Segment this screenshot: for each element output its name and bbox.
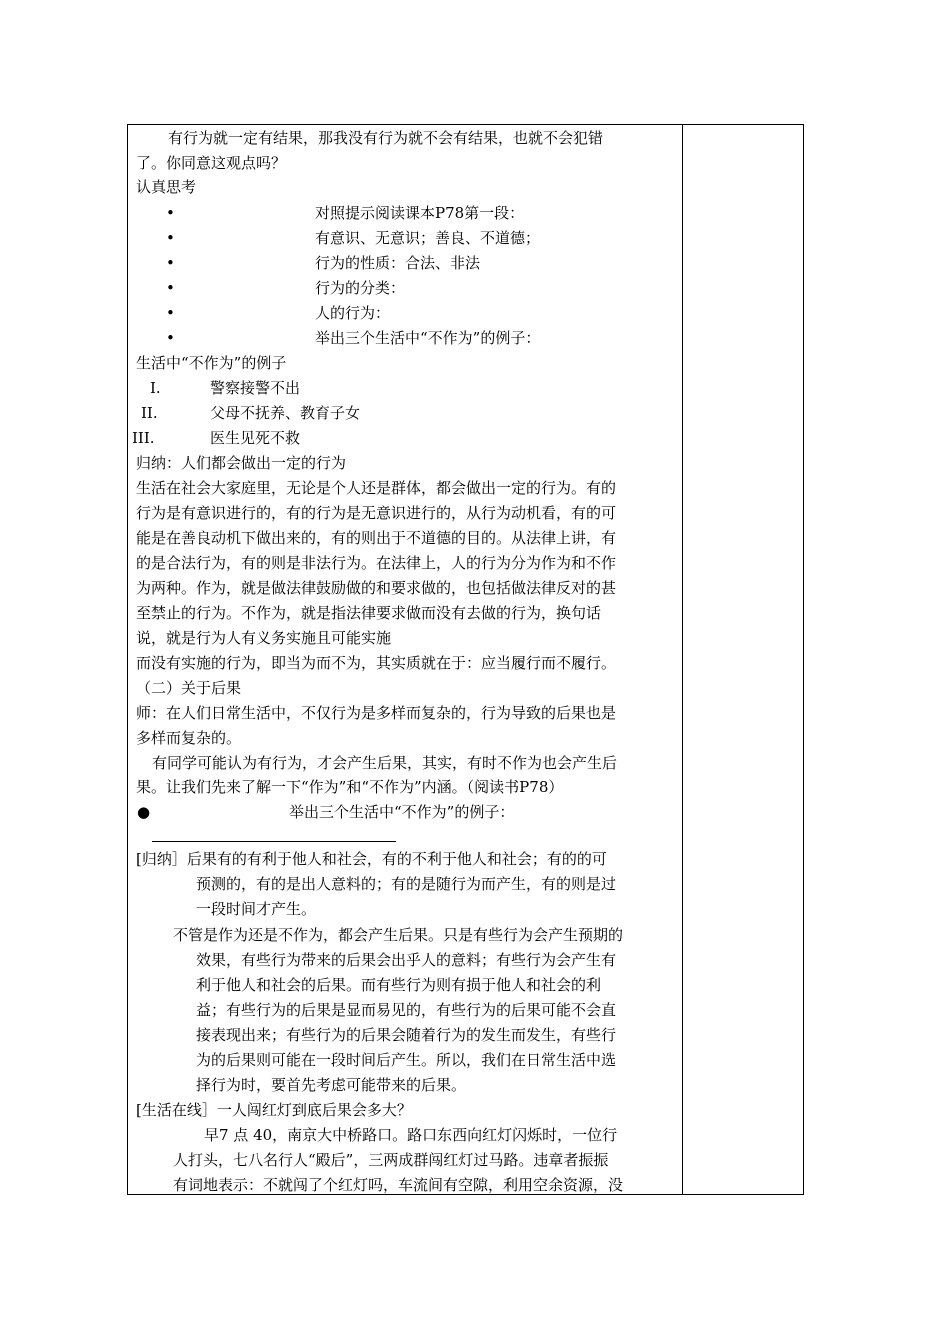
text-line: 多样而复杂的。	[136, 729, 242, 747]
text-line: 效果，有些行为带来的后果会出乎人的意料；有些行为会产生有	[196, 951, 617, 969]
text-line: 行为的性质：合法、非法	[315, 254, 481, 272]
text-line: 有同学可能认为有行为，才会产生后果，其实，有时不作为也会产生后	[152, 754, 618, 772]
text-line: 至禁止的行为。不作为，就是指法律要求做而没有去做的行为，换句话	[136, 604, 602, 622]
text-line: 有行为就一定有结果，那我没有行为就不会有结果，也就不会犯错	[168, 129, 604, 147]
bullet: ●	[137, 803, 151, 821]
bullet: •	[166, 204, 175, 222]
answer-underline	[152, 841, 396, 842]
bullet: •	[166, 279, 175, 297]
text-line: 说，就是行为人有义务实施且可能实施	[136, 629, 392, 647]
text-line: 人打头，七八名行人“殿后”，三两成群闯红灯过马路。违章者振振	[173, 1151, 609, 1169]
list-number: III.	[132, 429, 155, 447]
text-line: 人的行为：	[315, 304, 391, 322]
bullet: •	[166, 229, 175, 247]
text-line: 医生见死不救	[210, 429, 301, 447]
content-cell	[128, 125, 681, 1194]
text-line: 警察接警不出	[210, 379, 301, 397]
text-line: 益；有些行为的后果是显而易见的，有些行为的后果可能不会直	[196, 1001, 617, 1019]
text-line: 生活中“不作为”的例子	[136, 354, 287, 372]
text-line: 能是在善良动机下做出来的，有的则出于不道德的目的。从法律上讲，有	[136, 529, 617, 547]
text-line: 师：在人们日常生活中，不仅行为是多样而复杂的，行为导致的后果也是	[136, 704, 617, 722]
text-line: 归纳：人们都会做出一定的行为	[136, 454, 347, 472]
text-line: 举出三个生活中“不作为”的例子：	[289, 803, 515, 821]
text-line: [生活在线］一人闯红灯到底后果会多大？	[136, 1101, 412, 1119]
text-line: 有词地表示：不就闯了个红灯吗，车流间有空隙，利用空余资源，没	[173, 1176, 624, 1194]
list-number: II.	[141, 404, 158, 422]
text-line: 预测的，有的是出人意料的；有的是随行为而产生，有的则是过	[196, 875, 617, 893]
text-line: 举出三个生活中“不作为”的例子：	[315, 329, 541, 347]
bullet: •	[166, 254, 175, 272]
bullet: •	[166, 329, 175, 347]
text-line: 一段时间才产生。	[196, 900, 317, 918]
text-line: 的是合法行为，有的则是非法行为。在法律上，人的行为分为作为和不作	[136, 554, 617, 572]
text-line: 有意识、无意识；善良、不道德；	[315, 229, 541, 247]
text-line: 行为是有意识进行的，有的行为是无意识进行的，从行为动机看，有的可	[136, 504, 617, 522]
text-line: 父母不抚养、教育子女	[210, 404, 361, 422]
text-line: 利于他人和社会的后果。而有些行为则有损于他人和社会的利	[196, 976, 602, 994]
text-line: 对照提示阅读课本P78第一段：	[315, 204, 525, 222]
text-line: [归纳］后果有的有利于他人和社会，有的不利于他人和社会；有的的可	[136, 850, 607, 868]
text-line: 择行为时，要首先考虑可能带来的后果。	[196, 1076, 467, 1094]
bullet: •	[166, 304, 175, 322]
text-line: 为两种。作为，就是做法律鼓励做的和要求做的，也包括做法律反对的甚	[136, 579, 617, 597]
text-line: 为的后果则可能在一段时间后产生。所以，我们在日常生活中选	[196, 1051, 617, 1069]
section-heading: （二）关于后果	[136, 679, 242, 697]
text-line: 了。你同意这观点吗？	[136, 154, 287, 172]
text-line: 生活在社会大家庭里，无论是个人还是群体，都会做出一定的行为。有的	[136, 479, 617, 497]
list-number: I.	[150, 379, 161, 397]
text-line: 早7 点 40，南京大中桥路口。路口东西向红灯闪烁时，一位行	[204, 1126, 618, 1144]
text-line: 果。让我们先来了解一下“作为”和“不作为”内涵。（阅读书P78）	[136, 778, 564, 796]
text-line: 接表现出来；有些行为的后果会随着行为的发生而发生，有些行	[196, 1026, 617, 1044]
column-divider	[682, 125, 683, 1194]
text-line: 而没有实施的行为，即当为而不为，其实质就在于：应当履行而不履行。	[136, 654, 617, 672]
text-line: 认真思考	[136, 178, 197, 196]
lesson-table	[127, 124, 804, 1195]
text-line: 行为的分类：	[315, 279, 406, 297]
text-line: 不管是作为还是不作为，都会产生后果。只是有些行为会产生预期的	[173, 926, 624, 944]
